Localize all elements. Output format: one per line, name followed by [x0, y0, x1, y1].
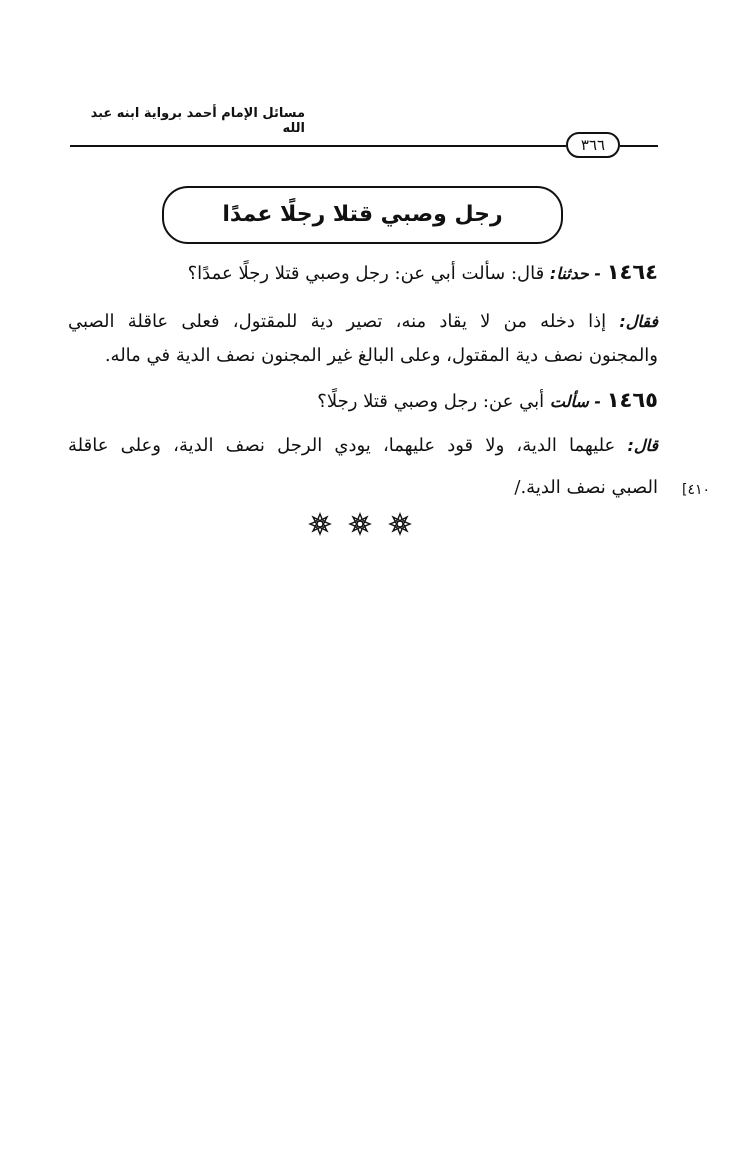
answer-2-line-2: الصبي نصف الدية./ [514, 477, 658, 498]
entry-number: ١٤٦٥ [606, 388, 658, 412]
answer-text: عليهما الدية، ولا قود عليهما، يودي الرجل نصف الدية، وعلى عاقلة [68, 435, 616, 456]
flower-ornament-icon [348, 512, 372, 536]
header-rule-left [70, 145, 566, 147]
margin-reference: [٤١٠ [682, 482, 711, 498]
page-number: ٣٦٦ [566, 132, 620, 158]
answer-keyword: قال: [627, 436, 658, 455]
entry-lead: - حدثنا: [549, 264, 601, 283]
entry-1465-line [317, 386, 658, 416]
chapter-title: رجل وصبي قتلا رجلًا عمدًا [162, 186, 563, 244]
answer-1-line-2: والمجنون نصف دية المقتول، وعلى البالغ غير المجنون نصف الدية في ماله. [104, 345, 658, 366]
entry-text: أبي عن: رجل وصبي قتلا رجلًا؟ [317, 391, 545, 412]
running-title: مسائل الإمام أحمد برواية ابنه عبد الله [90, 106, 305, 136]
entry-number: ١٤٦٤ [606, 260, 658, 284]
answer-text: إذا دخله من لا يقاد منه، تصير دية للمقتول، فعلى عاقلة الصبي [68, 311, 607, 332]
section-divider-ornaments [308, 512, 412, 536]
entry-text: قال: سألت أبي عن: رجل وصبي قتلا رجلًا عمدًا؟ [187, 263, 545, 284]
flower-ornament-icon [308, 512, 332, 536]
header-rule-right [620, 145, 658, 147]
answer-keyword: فقال: [619, 312, 658, 331]
entry-1464-line [188, 258, 658, 288]
entry-lead: - سألت [549, 392, 601, 411]
flower-ornament-icon [388, 512, 412, 536]
answer-1-line-1 [68, 308, 658, 336]
answer-2-line-1 [68, 432, 658, 460]
